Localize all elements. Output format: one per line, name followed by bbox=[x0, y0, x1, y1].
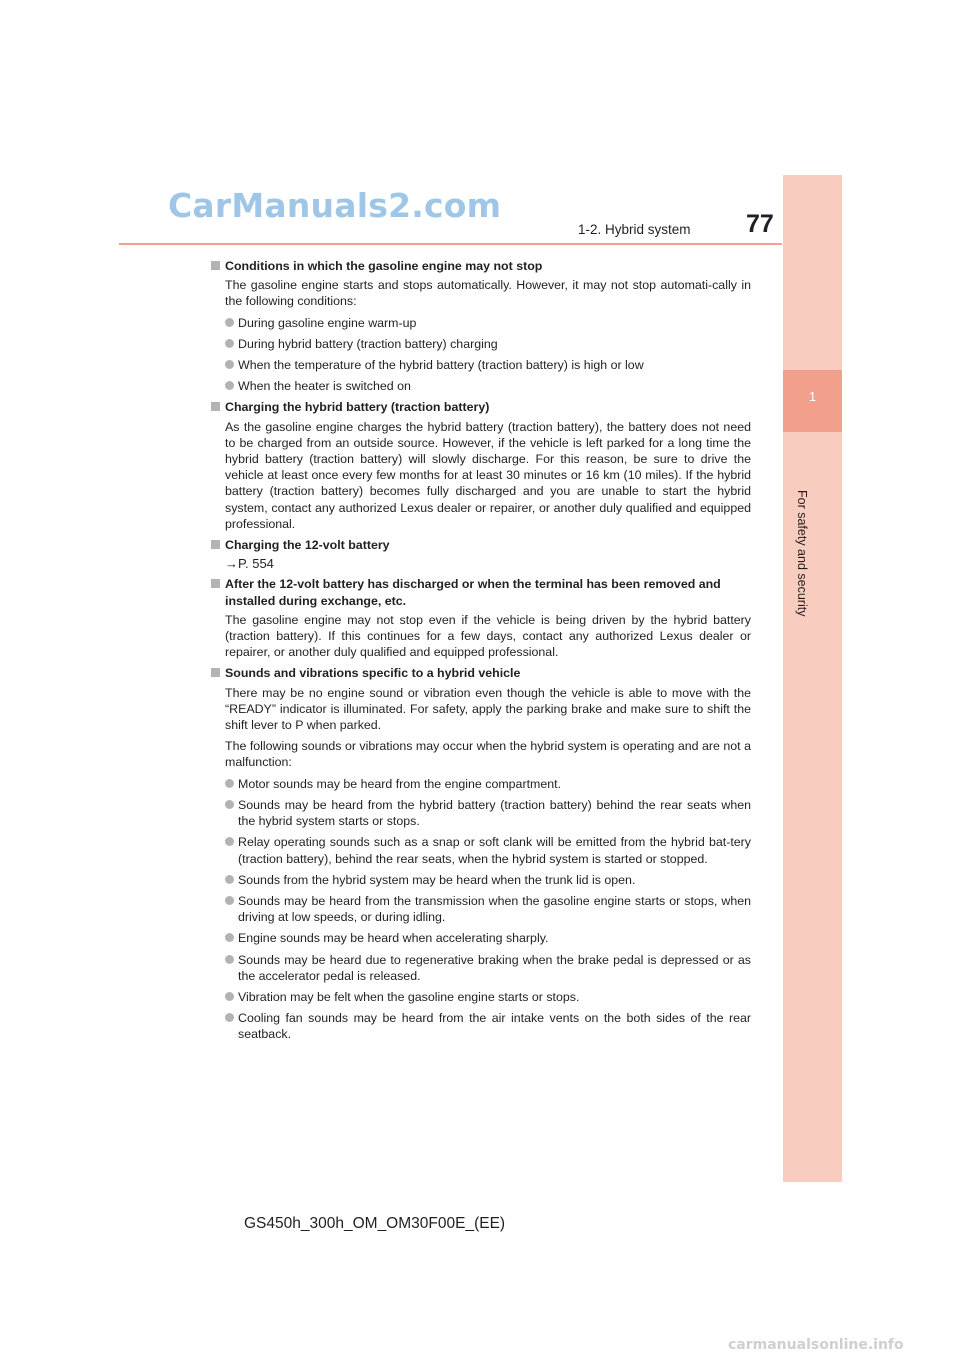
circle-bullet-icon bbox=[225, 875, 234, 884]
list-item: Sounds may be heard from the hybrid battery (traction battery) behind the rear seats when the hybrid system starts or stops. bbox=[211, 797, 751, 829]
list-item: During gasoline engine warm-up bbox=[211, 315, 751, 331]
list-item: During hybrid battery (traction battery) charging bbox=[211, 336, 751, 352]
square-bullet-icon bbox=[211, 579, 220, 588]
circle-bullet-icon bbox=[225, 992, 234, 1001]
heading: Sounds and vibrations specific to a hybrid vehicle bbox=[211, 665, 751, 681]
list-item: When the temperature of the hybrid battery (traction battery) is high or low bbox=[211, 357, 751, 373]
watermark-footer: carmanualsonline.info bbox=[728, 1337, 904, 1353]
heading: Conditions in which the gasoline engine may not stop bbox=[211, 258, 751, 274]
list-item: Sounds may be heard from the transmission when the gasoline engine starts or stops, when driving at low speeds, or during idling. bbox=[211, 893, 751, 925]
list-item: Vibration may be felt when the gasoline engine starts or stops. bbox=[211, 989, 751, 1005]
square-bullet-icon bbox=[211, 540, 220, 549]
heading: After the 12-volt battery has discharged or when the terminal has been removed and installed during exchange, etc. bbox=[211, 576, 751, 608]
circle-bullet-icon bbox=[225, 837, 234, 846]
circle-bullet-icon bbox=[225, 800, 234, 809]
page-reference: →P. 554 bbox=[225, 556, 274, 572]
heading: Charging the hybrid battery (traction battery) bbox=[211, 399, 751, 415]
list-item: Cooling fan sounds may be heard from the air intake vents on the both sides of the rear seatback. bbox=[211, 1010, 751, 1042]
circle-bullet-icon bbox=[225, 955, 234, 964]
list-item: Sounds from the hybrid system may be heard when the trunk lid is open. bbox=[211, 872, 751, 888]
header-rule bbox=[119, 243, 782, 245]
chapter-title: For safety and security bbox=[795, 490, 809, 617]
paragraph: The gasoline engine starts and stops automatically. However, it may not stop automati-cally in the following conditions: bbox=[225, 278, 751, 309]
circle-bullet-icon bbox=[225, 381, 234, 390]
circle-bullet-icon bbox=[225, 933, 234, 942]
watermark-logo: CarManuals2.com bbox=[168, 186, 502, 225]
square-bullet-icon bbox=[211, 261, 220, 270]
circle-bullet-icon bbox=[225, 779, 234, 788]
page-number: 77 bbox=[746, 210, 774, 238]
section-title: 1-2. Hybrid system bbox=[578, 222, 691, 237]
chapter-number: 1 bbox=[808, 389, 817, 404]
list-item: Sounds may be heard due to regenerative braking when the brake pedal is depressed or as the accelerator pedal is released. bbox=[211, 952, 751, 984]
paragraph: As the gasoline engine charges the hybrid battery (traction battery), the battery does not need to be charged from an outside source. However, if the vehicle is left parked for a long time the hybrid battery (traction battery) will slowly discharge. For this reason, be sure to drive the vehicle at least once every few months for at least 30 minutes or 16 km (10 miles). If the hybrid battery (traction battery) becomes fully discharged and you are unable to start the hybrid system, contact any authorized Lexus dealer or repairer, or another duly qualified and equipped professional. bbox=[225, 419, 751, 531]
circle-bullet-icon bbox=[225, 318, 234, 327]
paragraph: The following sounds or vibrations may occur when the hybrid system is operating and are not a malfunction: bbox=[225, 739, 751, 770]
list-item: Relay operating sounds such as a snap or soft clank will be emitted from the hybrid bat-tery (traction battery), behind the rear seats, when the hybrid system is started or stopped. bbox=[211, 834, 751, 866]
side-tab-band bbox=[783, 175, 842, 1182]
page-content bbox=[211, 254, 751, 1048]
square-bullet-icon bbox=[211, 402, 220, 411]
paragraph: The gasoline engine may not stop even if the vehicle is being driven by the hybrid battery (traction battery). If this continues for a few days, contact any authorized Lexus dealer or repairer, or another duly qualified and equipped professional. bbox=[225, 612, 751, 660]
list-item: Engine sounds may be heard when accelerating sharply. bbox=[211, 930, 751, 946]
circle-bullet-icon bbox=[225, 1013, 234, 1022]
square-bullet-icon bbox=[211, 668, 220, 677]
circle-bullet-icon bbox=[225, 360, 234, 369]
circle-bullet-icon bbox=[225, 339, 234, 348]
heading: Charging the 12-volt battery bbox=[211, 537, 751, 553]
list-item: When the heater is switched on bbox=[211, 378, 751, 394]
paragraph: There may be no engine sound or vibration even though the vehicle is able to move with the “READY” indicator is illuminated. For safety, apply the parking brake and make sure to shift the shift lever to P when parked. bbox=[225, 685, 751, 733]
circle-bullet-icon bbox=[225, 896, 234, 905]
list-item: Motor sounds may be heard from the engine compartment. bbox=[211, 776, 751, 792]
document-code: GS450h_300h_OM_OM30F00E_(EE) bbox=[244, 1215, 506, 1232]
